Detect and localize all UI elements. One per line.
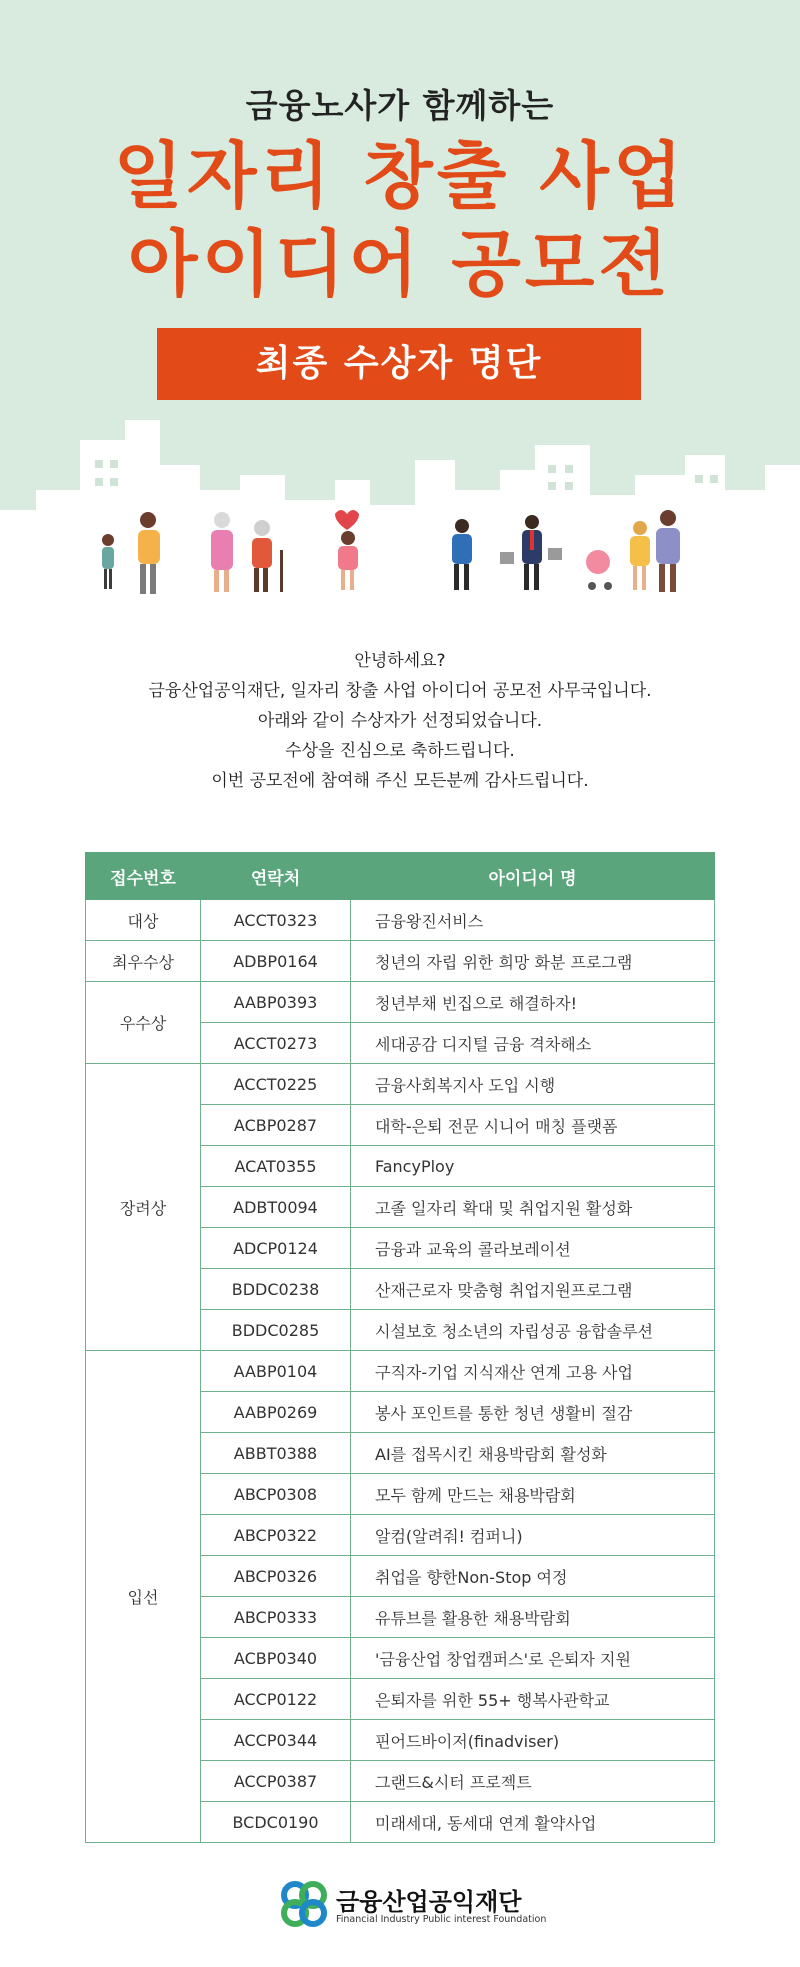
table-row xyxy=(86,941,715,982)
entry-id: BCDC0190 xyxy=(201,1802,351,1843)
idea-name: 청년의 자립 위한 희망 화분 프로그램 xyxy=(351,941,715,982)
entry-id: ACCP0344 xyxy=(201,1720,351,1761)
header-award: 접수번호 xyxy=(86,853,201,900)
idea-name: 금융사회복지사 도입 시행 xyxy=(351,1064,715,1105)
entry-id: ACBP0340 xyxy=(201,1638,351,1679)
winners-table xyxy=(85,852,715,1843)
intro-line: 이번 공모전에 참여해 주신 모든분께 감사드립니다. xyxy=(211,771,589,791)
award-category: 입선 xyxy=(86,1351,201,1843)
idea-name: 취업을 향한Non-Stop 여정 xyxy=(351,1556,715,1597)
workers-figures xyxy=(452,515,562,590)
idea-name: 시설보호 청소년의 자립성공 융합솔루션 xyxy=(351,1310,715,1351)
table-header-row xyxy=(86,853,715,900)
entry-id: ACCP0387 xyxy=(201,1761,351,1802)
entry-id: ACBP0287 xyxy=(201,1105,351,1146)
org-name-english: Financial Industry Public interest Foundation xyxy=(336,1914,547,1925)
parents-with-stroller-figures xyxy=(586,510,680,592)
entry-id: ADBP0164 xyxy=(201,941,351,982)
header-idea: 아이디어 명 xyxy=(351,853,715,900)
award-category: 대상 xyxy=(86,900,201,941)
entry-id: ABCP0322 xyxy=(201,1515,351,1556)
entry-id: AABP0393 xyxy=(201,982,351,1023)
winners-banner: 최종 수상자 명단 xyxy=(157,328,641,400)
entry-id: ACCT0225 xyxy=(201,1064,351,1105)
entry-id: BDDC0285 xyxy=(201,1310,351,1351)
people-illustration xyxy=(0,500,800,600)
intro-line: 수상을 진심으로 축하드립니다. xyxy=(285,741,515,761)
award-category: 장려상 xyxy=(86,1064,201,1351)
girl-with-heart-figure xyxy=(335,510,359,590)
idea-name: 금융과 교육의 콜라보레이션 xyxy=(351,1228,715,1269)
idea-name: 은퇴자를 위한 55+ 행복사관학교 xyxy=(351,1679,715,1720)
intro-line: 금융산업공익재단, 일자리 창출 사업 아이디어 공모전 사무국입니다. xyxy=(148,681,652,701)
entry-id: ABCP0326 xyxy=(201,1556,351,1597)
idea-name: 미래세대, 동세대 연계 활약사업 xyxy=(351,1802,715,1843)
idea-name: 봉사 포인트를 통한 청년 생활비 절감 xyxy=(351,1392,715,1433)
entry-id: ACCP0122 xyxy=(201,1679,351,1720)
idea-name: '금융산업 창업캠퍼스'로 은퇴자 지원 xyxy=(351,1638,715,1679)
idea-name: 대학-은퇴 전문 시니어 매칭 플랫폼 xyxy=(351,1105,715,1146)
entry-id: AABP0104 xyxy=(201,1351,351,1392)
idea-name: 구직자-기업 지식재산 연계 고용 사업 xyxy=(351,1351,715,1392)
idea-name: 핀어드바이저(finadviser) xyxy=(351,1720,715,1761)
footer xyxy=(0,1880,800,1940)
entry-id: ACCT0273 xyxy=(201,1023,351,1064)
award-category: 최우수상 xyxy=(86,941,201,982)
idea-name: 모두 함께 만드는 채용박람회 xyxy=(351,1474,715,1515)
entry-id: ACCT0323 xyxy=(201,900,351,941)
entry-id: ABBT0388 xyxy=(201,1433,351,1474)
foundation-logo-icon xyxy=(280,1880,328,1928)
table-row xyxy=(86,982,715,1023)
award-category: 우수상 xyxy=(86,982,201,1064)
intro-line: 안녕하세요? xyxy=(354,651,446,671)
family-figures-left xyxy=(102,512,160,594)
idea-name: AI를 접목시킨 채용박람회 활성화 xyxy=(351,1433,715,1474)
idea-name: 그랜드&시터 프로젝트 xyxy=(351,1761,715,1802)
table-row xyxy=(86,900,715,941)
entry-id: ACAT0355 xyxy=(201,1146,351,1187)
idea-name: 산재근로자 맞춤형 취업지원프로그램 xyxy=(351,1269,715,1310)
idea-name: FancyPloy xyxy=(351,1146,715,1187)
idea-name: 고졸 일자리 확대 및 취업지원 활성화 xyxy=(351,1187,715,1228)
hero-title-line2: 아이디어 공모전 xyxy=(128,222,672,306)
idea-name: 금융왕진서비스 xyxy=(351,900,715,941)
entry-id: ABCP0308 xyxy=(201,1474,351,1515)
entry-id: BDDC0238 xyxy=(201,1269,351,1310)
idea-name: 유튜브를 활용한 채용박람회 xyxy=(351,1597,715,1638)
entry-id: ADCP0124 xyxy=(201,1228,351,1269)
hero-section xyxy=(0,0,800,590)
idea-name: 알컴(알려줘! 컴퍼니) xyxy=(351,1515,715,1556)
table-row xyxy=(86,1351,715,1392)
intro-line: 아래와 같이 수상자가 선정되었습니다. xyxy=(257,711,543,731)
idea-name: 청년부채 빈집으로 해결하자! xyxy=(351,982,715,1023)
idea-name: 세대공감 디지털 금융 격차해소 xyxy=(351,1023,715,1064)
entry-id: ABCP0333 xyxy=(201,1597,351,1638)
intro-message xyxy=(0,646,800,796)
entry-id: AABP0269 xyxy=(201,1392,351,1433)
hero-subtitle: 금융노사가 함께하는 xyxy=(245,86,555,125)
hero-title-line1: 일자리 창출 사업 xyxy=(113,134,687,218)
table-row xyxy=(86,1064,715,1105)
elderly-couple-figures xyxy=(211,512,283,592)
entry-id: ADBT0094 xyxy=(201,1187,351,1228)
org-name: 금융산업공익재단 xyxy=(336,1888,522,1916)
header-id: 연락처 xyxy=(201,853,351,900)
